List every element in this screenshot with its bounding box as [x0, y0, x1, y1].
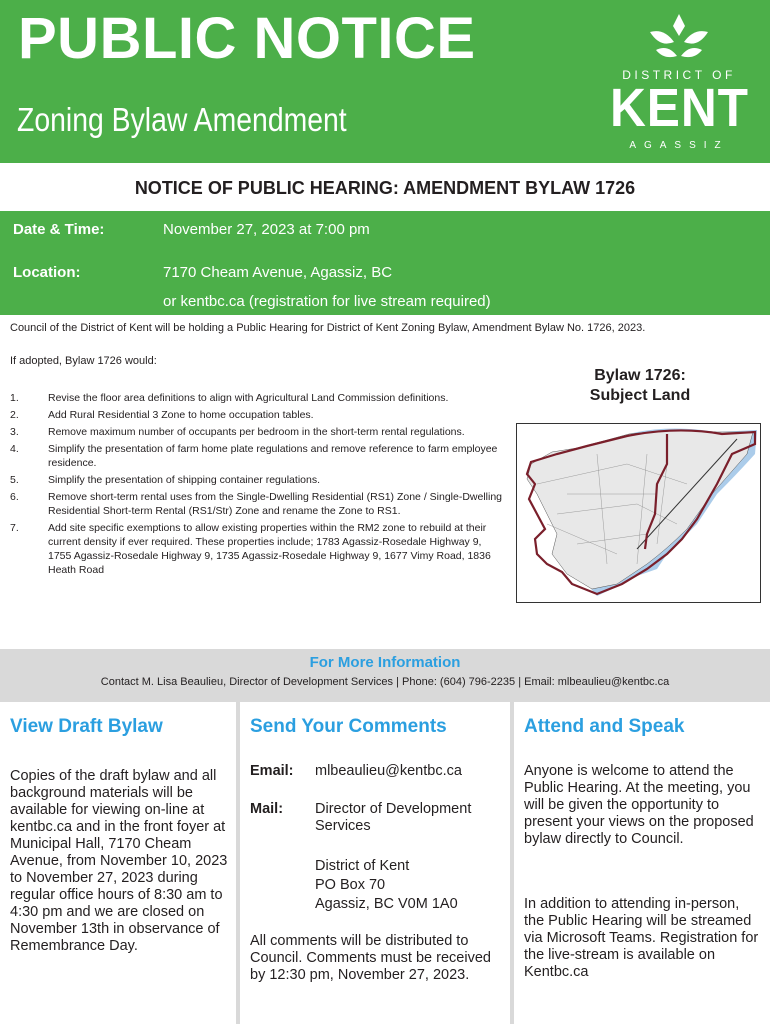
list-text: Add Rural Residential 3 Zone to home occupation tables.: [48, 409, 314, 421]
list-number: 2.: [10, 409, 19, 421]
attend-paragraph-1: Anyone is welcome to attend the Public Hearing. At the meeting, you will be given the opportunity to present your views on the proposed bylaw directly to Council.: [524, 763, 754, 847]
view-draft-column: [0, 706, 236, 1024]
list-number: 1.: [10, 392, 19, 404]
list-item: [10, 425, 505, 439]
attend-paragraph-2: In addition to attending in-person, the Public Hearing will be streamed via Microsoft Teams. Registration for the live-stream is available on Kentbc.ca: [524, 896, 759, 980]
date-label: Date & Time:: [13, 221, 105, 238]
list-text: Remove short-term rental uses from the Single-Dwelling Residential (RS1) Zone / Single-Dwelling Residential Short-term Rental (RS1/Str) Zone and rename the Zone to RS1.: [48, 491, 503, 517]
map-title-line-2: Subject Land: [589, 387, 691, 404]
mail-line-2: District of Kent: [315, 858, 410, 874]
subject-land-map: [516, 423, 761, 603]
logo-district-text: DISTRICT OF: [622, 68, 736, 82]
list-text: Simplify the presentation of shipping container regulations.: [48, 474, 320, 486]
leaf-icon: [644, 10, 714, 62]
map-title: [560, 366, 720, 406]
list-text: Remove maximum number of occupants per bedroom in the short-term rental regulations.: [48, 426, 465, 438]
map-image: [517, 424, 761, 603]
intro-text: Council of the District of Kent will be holding a Public Hearing for District of Kent Zoning Bylaw, Amendment Bylaw No. 1726, 2023.: [10, 322, 646, 334]
list-text: Simplify the presentation of farm home plate regulations and remove reference to farm employee residence.: [48, 443, 498, 469]
map-title-line-1: Bylaw 1726:: [594, 367, 686, 384]
list-number: 3.: [10, 426, 19, 438]
location-label: Location:: [13, 264, 81, 281]
list-number: 6.: [10, 491, 19, 503]
list-item: [10, 442, 505, 470]
view-draft-body: Copies of the draft bylaw and all background materials will be available for viewing on-line at kentbc.ca and in the front foyer at Municipal Hall, 7170 Cheam Avenue, from November 10, 2023 to November 27, 2023 during regular office hours of 8:30 am to 4:30 pm and we are closed on November 13th in observance of Remembrance Day.: [10, 768, 228, 954]
attend-column: [514, 706, 770, 1024]
contact-band: [0, 649, 770, 702]
page-subtitle: Zoning Bylaw Amendment: [17, 101, 347, 138]
logo-kent-text: KENT: [610, 78, 749, 138]
date-value: November 27, 2023 at 7:00 pm: [163, 221, 370, 238]
list-number: 5.: [10, 474, 19, 486]
details-band: [0, 211, 770, 315]
notice-heading: NOTICE OF PUBLIC HEARING: AMENDMENT BYLAW 1726: [0, 163, 770, 211]
list-item: [10, 521, 505, 577]
location-value-1: 7170 Cheam Avenue, Agassiz, BC: [163, 264, 393, 281]
page-title: PUBLIC NOTICE: [18, 6, 476, 71]
header-banner: [0, 0, 770, 163]
attend-title: Attend and Speak: [524, 716, 685, 737]
amendment-list: [10, 391, 505, 580]
list-item: [10, 391, 505, 405]
list-item: [10, 473, 505, 487]
if-adopted-text: If adopted, Bylaw 1726 would:: [10, 355, 157, 367]
list-number: 4.: [10, 443, 19, 455]
list-number: 7.: [10, 522, 19, 534]
list-item: [10, 490, 505, 518]
list-item: [10, 408, 505, 422]
list-text: Revise the floor area definitions to align with Agricultural Land Commission definitions.: [48, 392, 449, 404]
email-label: Email:: [250, 763, 294, 779]
view-draft-title: View Draft Bylaw: [10, 716, 163, 737]
send-comments-footer: All comments will be distributed to Council. Comments must be received by 12:30 pm, November 27, 2023.: [250, 933, 491, 983]
contact-line: Contact M. Lisa Beaulieu, Director of Development Services | Phone: (604) 796-2235 | Email: mlbeaulieu@kentbc.ca: [100, 676, 670, 688]
list-text: Add site specific exemptions to allow existing properties within the RM2 zone to rebuild at their current density if ever required. These properties include; 1783 Agassiz-Rosedale Highway 9, 1755 Agassiz-Rosedale Highway 9, 1735 Agassiz-Rosedale Highway 9, 1677 Vimy Road, 1836 Heath Road: [48, 522, 491, 576]
send-comments-column: [240, 706, 510, 1024]
mail-line-3: PO Box 70: [315, 877, 386, 893]
send-comments-title: Send Your Comments: [250, 716, 447, 737]
logo-agassiz-text: AGASSIZ: [629, 140, 729, 151]
contact-title: For More Information: [309, 654, 461, 671]
mail-label: Mail:: [250, 801, 284, 817]
location-value-2: or kentbc.ca (registration for live stream required): [163, 293, 491, 310]
district-logo: [604, 10, 754, 158]
mail-line-1: Director of Development Services: [315, 801, 472, 834]
email-value[interactable]: mlbeaulieu@kentbc.ca: [315, 763, 462, 779]
mail-line-4: Agassiz, BC V0M 1A0: [315, 896, 458, 912]
